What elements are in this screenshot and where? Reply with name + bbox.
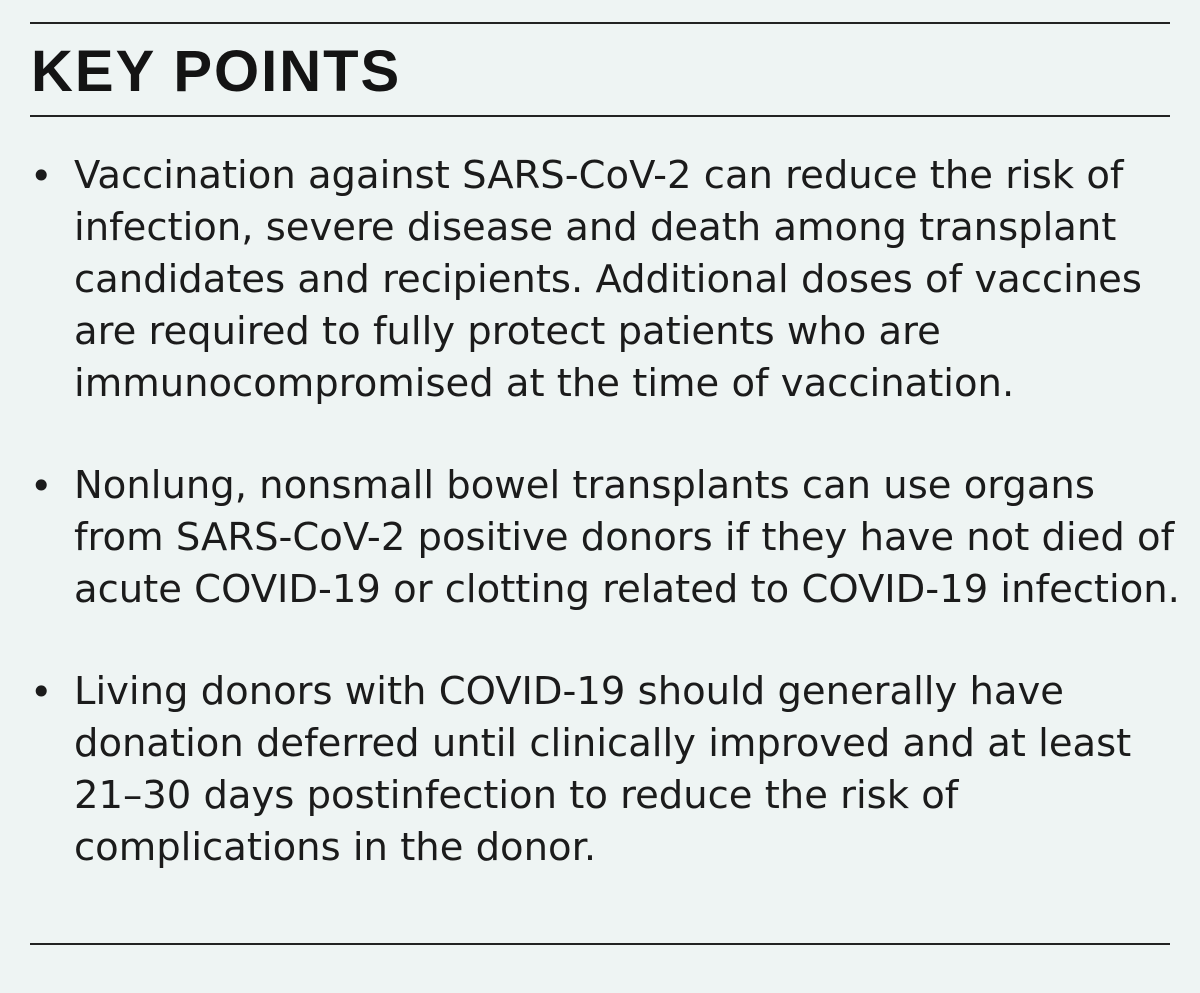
key-point-text: Vaccination against SARS-CoV-2 can reduce the risk of infection, severe disease and death among transplant candidates and recipients. Additional doses of vaccines are required to fully protect patients who are immunocompromised at the time of vaccination. (74, 153, 1142, 406)
title-rule (30, 115, 1170, 117)
box-title: KEY POINTS (31, 39, 402, 104)
key-point-item (0, 150, 1200, 410)
bullet-icon: • (30, 464, 53, 508)
key-point-item (0, 666, 1200, 874)
bullet-icon: • (30, 154, 53, 198)
bullet-icon: • (30, 670, 53, 714)
bottom-rule (30, 943, 1170, 945)
key-point-text: Living donors with COVID-19 should generally have donation deferred until clinically improved and at least 21–30 days postinfection to reduce the risk of complications in the donor. (74, 669, 1132, 870)
key-point-text: Nonlung, nonsmall bowel transplants can use organs from SARS-CoV-2 positive donors if they have not died of acute COVID-19 or clotting related to COVID-19 infection. (74, 463, 1180, 612)
key-point-item (0, 460, 1200, 616)
key-points-list (0, 150, 1200, 924)
top-rule (30, 22, 1170, 24)
